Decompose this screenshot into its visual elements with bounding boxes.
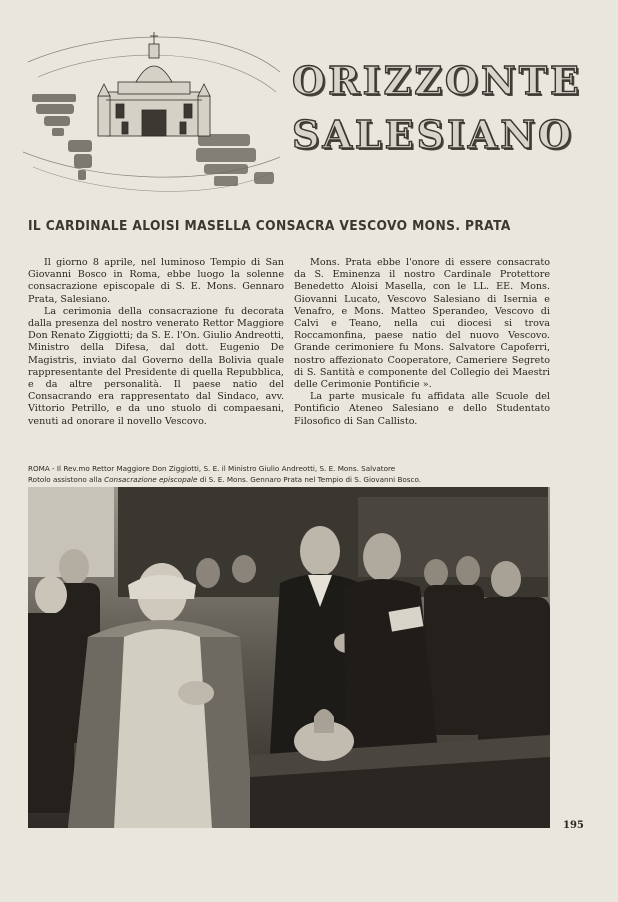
paragraph: La cerimonia della consacrazione fu decorata dalla presenza del nostro venerato Rettor Maggiore Don Renato Ziggiotti; da S. E. l'On. Giulio Andreotti, Ministro della Difesa, dal dott. Eugenio De Magistris, inviato dal Governo della Bolivia quale rappresentante del Presidente di quella Repubblica, e da altre personalità. Il paese natio del Consacrando era rappresentato dal Sindaco, avv. Vittorio Petrillo, e da uno stuolo di compaesani, venuti ad onorare il novello Vescovo. (28, 305, 284, 427)
paragraph: Mons. Prata ebbe l'onore di essere consacrato da S. Eminenza il nostro Cardinale Protettore Benedetto Aloisi Masella, con le LL. EE. Mons. Giovanni Lucato, Vescovo Salesiano di Isernia e Venafro, e Mons. Matteo Sperandeo, Vescovo di Calvi e Teano, nella cui diocesi si trova Roccamonfina, paese natio del nuovo Vescovo. Grande cerimoniere fu Mons. Salvatore Capoferri, nostro affezionato Cooperatore, Cameriere Segreto di S. Santità e componente del Collegio dei Maestri delle Cerimonie Pontificie ». (294, 257, 550, 391)
photograph-image (28, 487, 550, 828)
caption-line-1: ROMA - Il Rev.mo Rettor Maggiore Don Ziggiotti, S. E. il Ministro Giulio Andreotti, S. E. Mons. Salvatore (28, 464, 396, 473)
caption-text: di S. E. Mons. Gennaro Prata nel Tempio di S. Giovanni Bosco. (197, 475, 422, 484)
caption-text: Rotolo assistono alla (28, 475, 105, 484)
article-column-left (28, 257, 284, 428)
ceremony-photograph (28, 487, 550, 828)
caption-line-2 (28, 474, 558, 485)
page-number: 195 (563, 820, 584, 831)
masthead-line-1: ORIZZONTE (292, 58, 583, 103)
magazine-section-title (292, 54, 583, 162)
masthead-line-2: SALESIANO (292, 112, 575, 157)
paragraph: Il giorno 8 aprile, nel luminoso Tempio di San Giovanni Bosco in Roma, ebbe luogo la solenne consacrazione episcopale di S. E. Mons. Gennaro Prata, Salesiano. (28, 257, 284, 305)
article-column-right (294, 257, 550, 428)
photo-caption (28, 463, 558, 485)
caption-italic-text: Consacrazione episcopale (104, 475, 198, 484)
church-world-map-illustration (18, 22, 286, 200)
paragraph: La parte musicale fu affidata alle Scuole del Pontificio Ateneo Salesiano e dello Studentato Filosofico di San Callisto. (294, 391, 550, 427)
article-headline: IL CARDINALE ALOISI MASELLA CONSACRA VESCOVO MONS. PRATA (28, 219, 511, 234)
